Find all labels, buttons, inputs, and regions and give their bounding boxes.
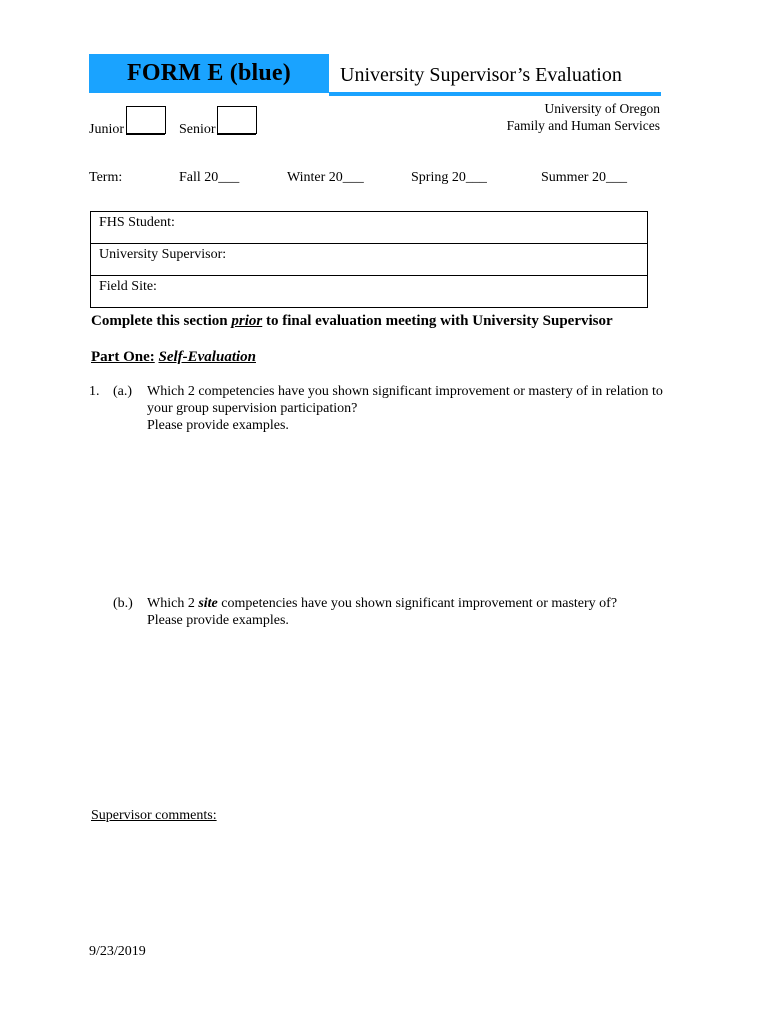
instruction-emphasis: prior	[231, 313, 263, 329]
question-a-line1: Which 2 competencies have you shown significant improvement or mastery of in relation to	[147, 384, 663, 399]
junior-underline	[126, 134, 165, 135]
page-title: University Supervisor’s Evaluation	[340, 64, 622, 86]
question-b-emphasis: site	[198, 596, 218, 611]
title-underline	[329, 92, 661, 96]
question-a-text	[147, 383, 667, 434]
fhs-student-field[interactable]: FHS Student:	[91, 212, 647, 244]
question-number: 1.	[89, 384, 100, 399]
supervisor-comments-label: Supervisor comments:	[91, 808, 217, 823]
info-table	[90, 211, 648, 308]
form-label-banner	[89, 54, 329, 93]
department-name: Family and Human Services	[506, 118, 660, 133]
question-b-text	[147, 595, 667, 629]
instruction-text-start: Complete this section	[91, 313, 232, 329]
senior-underline	[217, 134, 256, 135]
term-spring[interactable]: Spring 20___	[411, 170, 487, 185]
question-a-line3: Please provide examples.	[147, 418, 289, 433]
question-b-label: (b.)	[113, 596, 133, 611]
junior-label: Junior	[89, 122, 124, 137]
question-a-line2: your group supervision participation?	[147, 401, 358, 416]
question-b-line1	[147, 595, 667, 612]
part-one-title: Self-Evaluation	[158, 349, 256, 365]
term-winter[interactable]: Winter 20___	[287, 170, 364, 185]
question-b-start: Which 2	[147, 596, 199, 611]
question-b-line2: Please provide examples.	[147, 613, 289, 628]
field-site-field[interactable]: Field Site:	[91, 276, 647, 308]
question-a-label: (a.)	[113, 384, 133, 399]
footer-date: 9/23/2019	[89, 944, 146, 959]
form-label: FORM E (blue)	[127, 60, 291, 86]
senior-checkbox[interactable]	[217, 106, 257, 134]
section-instruction	[91, 313, 613, 330]
question-b-end: competencies have you shown significant improvement or mastery of?	[217, 596, 618, 611]
term-summer[interactable]: Summer 20___	[541, 170, 627, 185]
institution-name: University of Oregon	[544, 101, 660, 116]
part-one-prefix: Part One:	[91, 349, 155, 365]
university-supervisor-field[interactable]: University Supervisor:	[91, 244, 647, 276]
junior-checkbox[interactable]	[126, 106, 166, 134]
term-fall[interactable]: Fall 20___	[179, 170, 240, 185]
senior-label: Senior	[179, 122, 216, 137]
term-label: Term:	[89, 170, 123, 185]
part-one-heading	[91, 349, 256, 366]
institution-block	[507, 100, 660, 134]
instruction-text-end: to final evaluation meeting with University Supervisor	[262, 313, 613, 329]
